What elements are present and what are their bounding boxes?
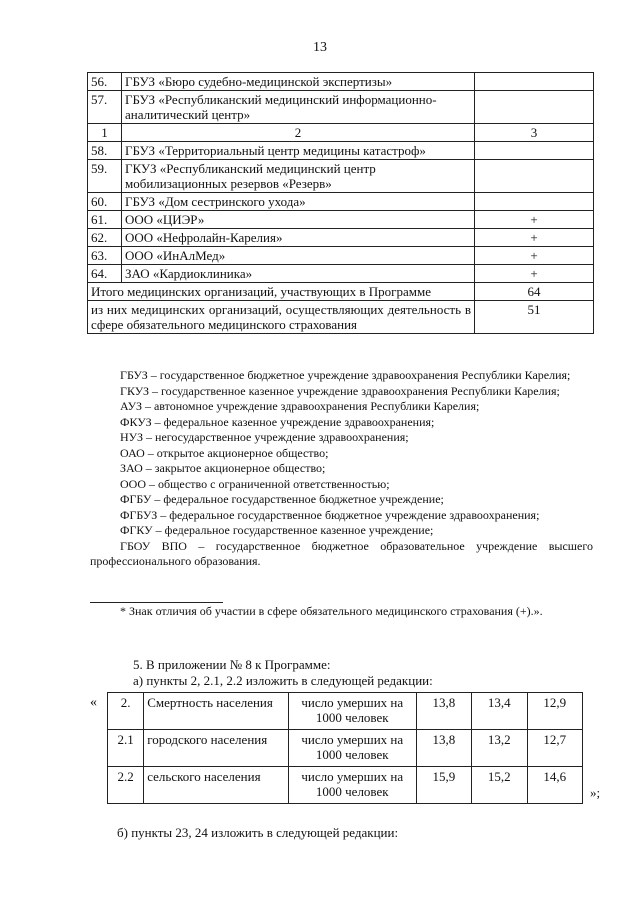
row-number: 61. — [88, 211, 122, 229]
table-row — [88, 73, 594, 91]
total-row — [88, 283, 594, 301]
organization-name: ГБУЗ «Бюро судебно-медицинской экспертизы» — [122, 73, 475, 91]
indicator-unit: число умерших на 1000 человек — [288, 693, 416, 730]
row-number: 56. — [88, 73, 122, 91]
value-3: 14,6 — [527, 767, 583, 804]
indicator-name: городского населения — [144, 730, 289, 767]
abbreviation-item: ФГКУ – федеральное государственное казенное учреждение; — [120, 523, 434, 537]
oms-mark — [475, 73, 594, 91]
value-1: 13,8 — [416, 730, 471, 767]
organization-name: ООО «Нефролайн-Карелия» — [122, 229, 475, 247]
indicator-name: Смертность населения — [144, 693, 289, 730]
value-2: 15,2 — [472, 767, 527, 804]
row-number: 63. — [88, 247, 122, 265]
abbreviation-item: ФКУЗ – федеральное казенное учреждение здравоохранения; — [120, 414, 435, 429]
abbreviation-item: ФГБУ – федеральное государственное бюджетное учреждение; — [120, 492, 444, 506]
value-2: 13,4 — [472, 693, 527, 730]
opening-quote: « — [90, 695, 97, 710]
organization-name: ООО «ЦИЭР» — [122, 211, 475, 229]
table-row — [88, 193, 594, 211]
paragraph-5a: а) пункты 2, 2.1, 2.2 изложить в следующей редакции: — [133, 673, 433, 688]
table-row — [88, 91, 594, 124]
abbreviation-item: ООО – общество с ограниченной ответственностью; — [120, 476, 390, 491]
table-row — [108, 693, 583, 730]
oms-label: из них медицинских организаций, осуществляющих деятельность в сфере обязательного медицинского страхования — [88, 301, 475, 334]
total-value: 64 — [475, 283, 594, 301]
oms-mark — [475, 91, 594, 124]
organization-name: ГКУЗ «Республиканский медицинский центр мобилизационных резервов «Резерв» — [122, 160, 475, 193]
value-2: 13,2 — [472, 730, 527, 767]
oms-mark: + — [475, 265, 594, 283]
paragraph-b: б) пункты 23, 24 изложить в следующей редакции: — [117, 825, 399, 840]
value-3: 12,9 — [527, 693, 583, 730]
table-row — [88, 265, 594, 283]
table-row — [108, 730, 583, 767]
row-number: 57. — [88, 91, 122, 124]
abbreviation-item: ОАО – открытое акционерное общество; — [120, 445, 329, 460]
table-row — [88, 160, 594, 193]
row-number: 60. — [88, 193, 122, 211]
column-header-2: 2 — [122, 124, 475, 142]
table-row — [88, 229, 594, 247]
oms-mark: + — [475, 229, 594, 247]
row-number: 58. — [88, 142, 122, 160]
abbreviation-item: АУЗ – автономное учреждение здравоохранения Республики Карелия; — [120, 399, 480, 413]
indicator-unit: число умерших на 1000 человек — [288, 730, 416, 767]
table-row — [88, 142, 594, 160]
oms-mark — [475, 142, 594, 160]
organization-name: ГБУЗ «Территориальный центр медицины катастроф» — [122, 142, 475, 160]
organization-name: ООО «ИнАлМед» — [122, 247, 475, 265]
value-3: 12,7 — [527, 730, 583, 767]
oms-row — [88, 301, 594, 334]
page-number: 13 — [313, 40, 327, 55]
item-number: 2. — [108, 693, 144, 730]
abbreviation-item: ГБУЗ – государственное бюджетное учреждение здравоохранения Республики Карелия; — [120, 368, 571, 382]
indicator-name: сельского населения — [144, 767, 289, 804]
organization-name: ЗАО «Кардиоклиника» — [122, 265, 475, 283]
indicator-unit: число умерших на 1000 человек — [288, 767, 416, 804]
footnote-divider — [90, 602, 223, 603]
row-number: 62. — [88, 229, 122, 247]
item-number: 2.2 — [108, 767, 144, 804]
column-header-1: 1 — [88, 124, 122, 142]
abbreviation-item: ГКУЗ – государственное казенное учреждение здравоохранения Республики Карелия; — [120, 383, 560, 398]
abbreviation-item: ФГБУЗ – федеральное государственное бюджетное учреждение здравоохранения; — [120, 507, 540, 522]
table-row — [88, 247, 594, 265]
table-row — [88, 211, 594, 229]
item-number: 2.1 — [108, 730, 144, 767]
oms-mark — [475, 193, 594, 211]
row-number: 64. — [88, 265, 122, 283]
table-row — [108, 767, 583, 804]
abbreviation-item: НУЗ – негосударственное учреждение здравоохранения; — [120, 430, 409, 444]
organizations-table — [87, 72, 594, 334]
value-1: 13,8 — [416, 693, 471, 730]
abbreviation-item: ГБОУ ВПО – государственное бюджетное образовательное учреждение высшего профессионального образования. — [90, 538, 593, 568]
row-number: 59. — [88, 160, 122, 193]
abbreviations-list — [90, 368, 593, 570]
organization-name: ГБУЗ «Республиканский медицинский информационно-аналитический центр» — [122, 91, 475, 124]
mortality-table — [107, 692, 583, 804]
footnote: * Знак отличия об участии в сфере обязательного медицинского страхования (+).». — [120, 604, 543, 618]
oms-value: 51 — [475, 301, 594, 334]
total-label: Итого медицинских организаций, участвующих в Программе — [88, 283, 475, 301]
oms-mark: + — [475, 247, 594, 265]
table-header-row — [88, 124, 594, 142]
value-1: 15,9 — [416, 767, 471, 804]
abbreviation-item: ЗАО – закрытое акционерное общество; — [120, 461, 326, 475]
organization-name: ГБУЗ «Дом сестринского ухода» — [122, 193, 475, 211]
column-header-3: 3 — [475, 124, 594, 142]
paragraph-5: 5. В приложении № 8 к Программе: — [133, 657, 331, 672]
oms-mark — [475, 160, 594, 193]
oms-mark: + — [475, 211, 594, 229]
closing-quote: »; — [590, 785, 601, 800]
